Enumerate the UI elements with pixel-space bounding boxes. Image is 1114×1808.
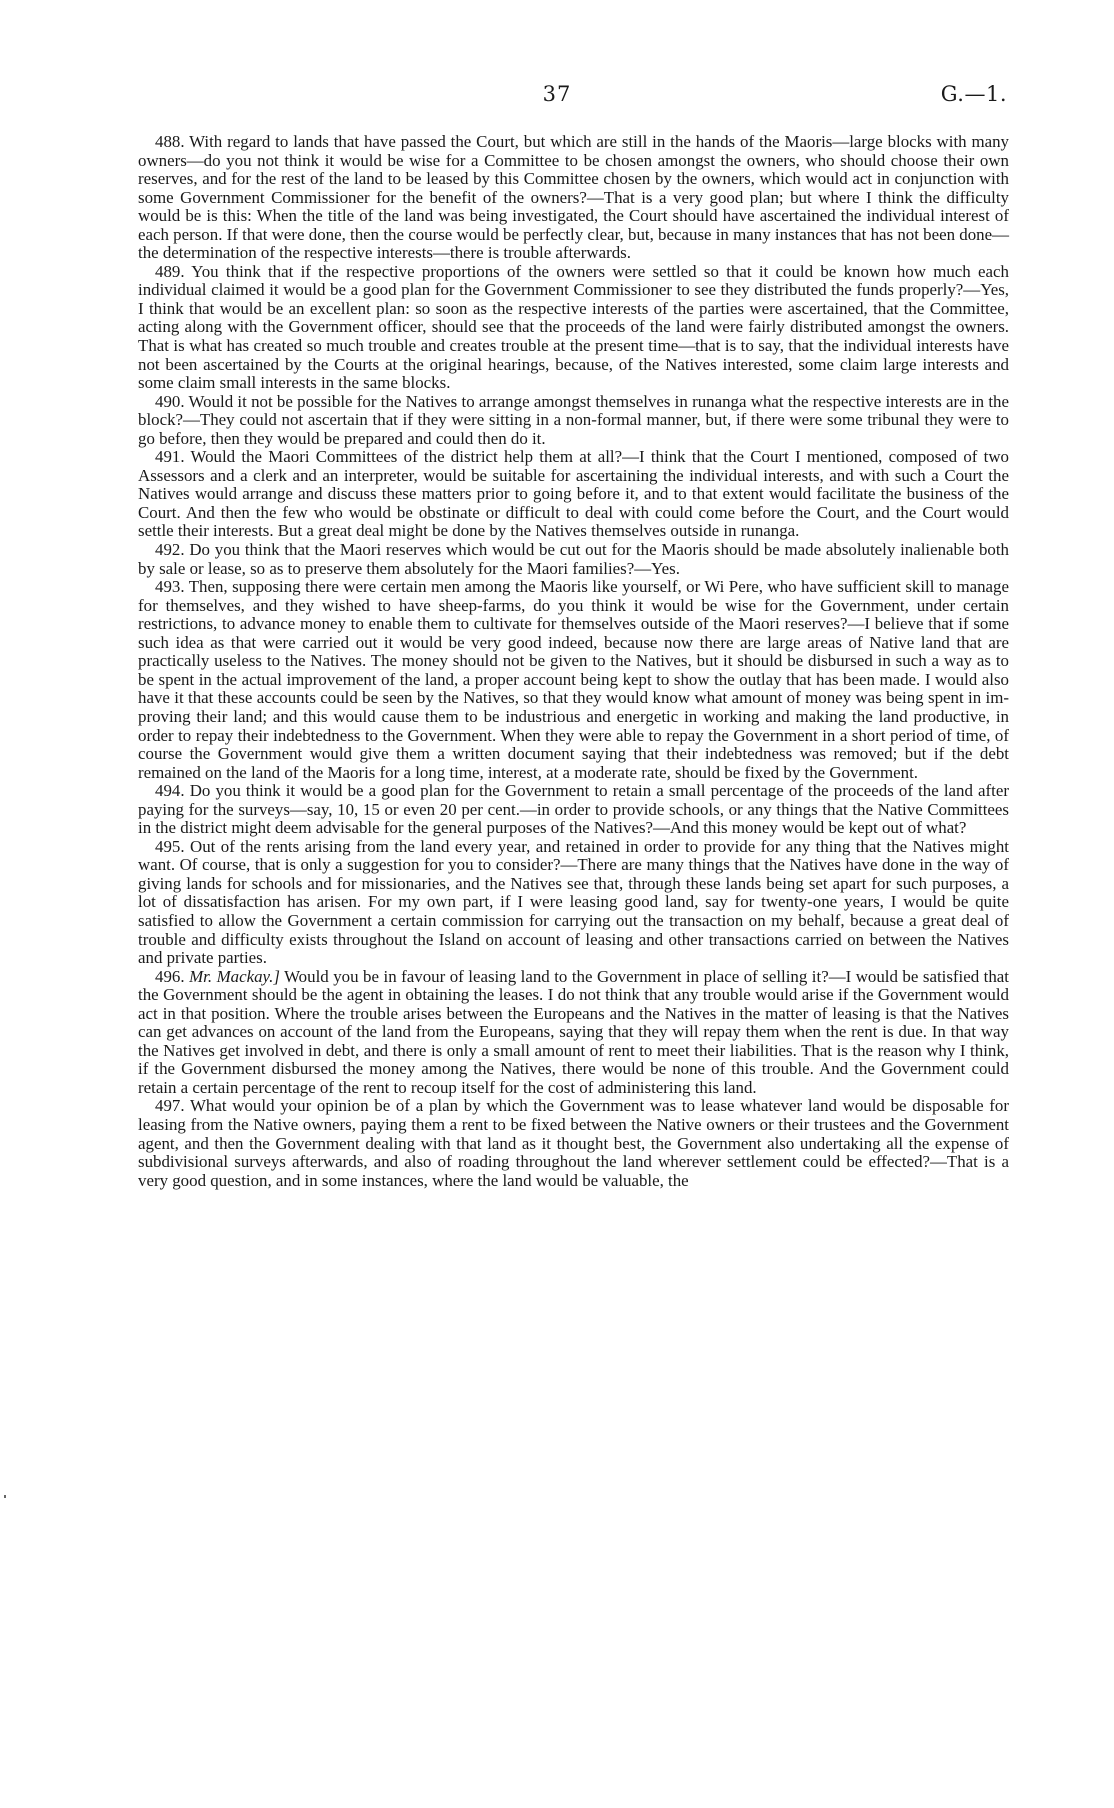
paragraph-number: 497. [155, 1096, 185, 1116]
paragraph-number: 492. [155, 540, 185, 560]
paragraph-number: 496. [155, 966, 185, 986]
paragraph-text: With regard to lands that have passed the Court, but which are still in the hands of the Maoris—large blocks with many owners—do you not think it would be wise for a Committee to be chosen amongst the owners, who should choose their own reserves, and for the rest of the land to be leased by this Committee chosen by the owners, which would act in conjunction with some Government Commissioner for the benefit of the owners?—That is a very good plan; but where I think the difficulty would be is this: When the title of the land was being investigated, the Court should have ascertained the individual interest of each person. If that were done, then the course would be perfectly clear, but, because in many instances that has not been done—the determination of the respective interests—there is trouble afterwards. [138, 132, 1010, 263]
paragraph-text: Do you think that the Maori reserves which would be cut out for the Maoris should be made absolutely inalienable both by sale or lease, so as to preserve them absolutely for the Maori families?—Yes. [138, 540, 1009, 578]
paragraph-text: What would your opinion be of a plan by which the Government was to lease whatever land would be disposable for leasing from the Native owners, paying them a rent to be fixed between the Native owners or their trustees and the Government agent, and then the Government dealing with that land as it thought best, the Government also undertaking all the expense of subdivisional surveys afterwards, and also of roading throughout the land wherever settlement could be effected?—That is a very good question, and in some instances, where the land would be valuable, the [138, 1096, 1009, 1190]
paragraph-number: 495. [155, 836, 185, 856]
paragraph-number: 493. [155, 577, 185, 597]
paragraph-number: 491. [155, 447, 185, 467]
margin-mark [4, 1495, 6, 1498]
paragraph-text: You think that if the respective proportions of the owners were settled so that it could be known how much each individual claimed it would be a good plan for the Government Commissioner to see they distributed the funds properly?—Yes, I think that would be an excellent plan: so soon as the respective interests of the parties were ascertained, that the Committee, acting along with the Government officer, should see that the proceeds of the land were fairly distributed amongst the owners. That is what has created so much trouble and creates trouble at the present time—that is to say, that the individual interests have not been ascertained by the Courts at the original hearings, because, of the Natives interested, some claim large interests and some claim small interests in the same blocks. [138, 261, 1009, 393]
paragraph-number: 494. [155, 781, 185, 801]
paragraph-493 [138, 578, 1009, 782]
paragraph-495 [138, 838, 1009, 968]
minutes-body [138, 133, 1009, 1190]
paragraph-text: Would it not be possible for the Natives to arrange amongst themselves in runanga what the respective interests are in the block?—They could not ascertain that if they were sitting in a non-formal manner, but, if there were some tribunal they were to go before, then they would be prepared and could then do it. [138, 391, 1009, 448]
page-number: 37 [542, 82, 572, 106]
paragraph-488 [138, 133, 1009, 263]
paragraph-text: Out of the rents arising from the land every year, and retained in order to provide for any thing that the Natives might want. Of course, that is only a suggestion for you to consider?—There are many things that the Natives have done in the way of giving lands for schools and for missionaries, and the Natives see that, through these lands being set apart for such purposes, a lot of dissatisfaction has arisen. For my own part, if I were leasing good land, say for twenty-one years, I would be quite satisfied to allow the Government a certain commission for carrying out the transaction on my behalf, because a great deal of trouble and difficulty exists throughout the Island on account of leasing and other transactions carried on between the Natives and private parties. [138, 836, 1009, 968]
speaker-label: Mr. Mackay.] [189, 966, 280, 986]
paragraph-number: 488. [155, 132, 185, 151]
paragraph-490 [138, 393, 1009, 449]
paragraph-number: 489. [155, 261, 185, 281]
paragraph-number: 490. [155, 391, 185, 411]
paragraph-text: Would the Maori Committees of the district help them at all?—I think that the Court I mentioned, composed of two Assessors and a clerk and an interpreter, would be suitable for ascertaining the individual interests, and with such a Court the Natives would arrange and discuss these matters prior to going before it, and to that extent would facilitate the business of the Court. And then the few who would be obstinate or difficult to deal with could come before the Court, and the Court would settle their interests. But a great deal might be done by the Natives themselves outside in runanga. [138, 447, 1009, 541]
paragraph-494 [138, 782, 1009, 838]
paragraph-492 [138, 541, 1009, 578]
paragraph-496 [138, 968, 1009, 1098]
paragraph-text: Then, supposing there were certain men among the Maoris like yourself, or Wi Pere, who have sufficient skill to manage for themselves, and they wished to have sheep-farms, do you think it would be wise for the Government, under certain restrictions, to advance money to enable them to cultivate for themselves outside of the Maori reserves?—I believe that if some such idea as that were carried out it would be very good indeed, because now there are large areas of Native land that are practically useless to the Natives. The money should not be given to the Natives, but it should be disbursed in such a way as to be spent in the actual improvement of the land, a proper account being kept to show the outlay that has been made. I would also have it that these accounts could be seen by the Natives, so that they would know what amount of money was being spent in improving their land; and this would cause them to be industrious and energetic in working and making the land productive, in order to repay their indebtedness to the Government. When they were able to repay the Government in a short period of time, of course the Government would give them a written document saying that their indebtedness was removed; but if the debt remained on the land of the Maoris for a long time, interest, at a moderate rate, should be fixed by the Government. [138, 577, 1009, 782]
paragraph-491 [138, 448, 1009, 541]
paragraph-text: Do you think it would be a good plan for the Government to retain a small percentage of the proceeds of the land after paying for the surveys—say, 10, 15 or even 20 per cent.—in order to provide schools, or any things that the Native Committees in the district might deem advisable for the general purposes of the Natives?—And this money would be kept out of what? [138, 781, 1009, 838]
paragraph-489 [138, 263, 1009, 393]
document-reference: G.—1. [940, 82, 1007, 106]
paragraph-text: Would you be in favour of leasing land to the Government in place of selling it?—I would be satisfied that the Government should be the agent in obtaining the leases. I do not think that any trouble would arise if the Government would act in that position. Where the trouble arises between the Europeans and the Natives in the matter of leasing is that the Natives can get advances on account of the land from the Europeans, saying that they will repay them when the rent is due. In that way the Natives get involved in debt, and there is only a small amount of rent to meet their liabilities. That is the reason why I think, if the Government disbursed the money among the Natives, there would be none of this trouble. And the Government could retain a certain percentage of the rent to recoup itself for the cost of administering this land. [138, 966, 1009, 1097]
paragraph-497 [138, 1097, 1009, 1190]
